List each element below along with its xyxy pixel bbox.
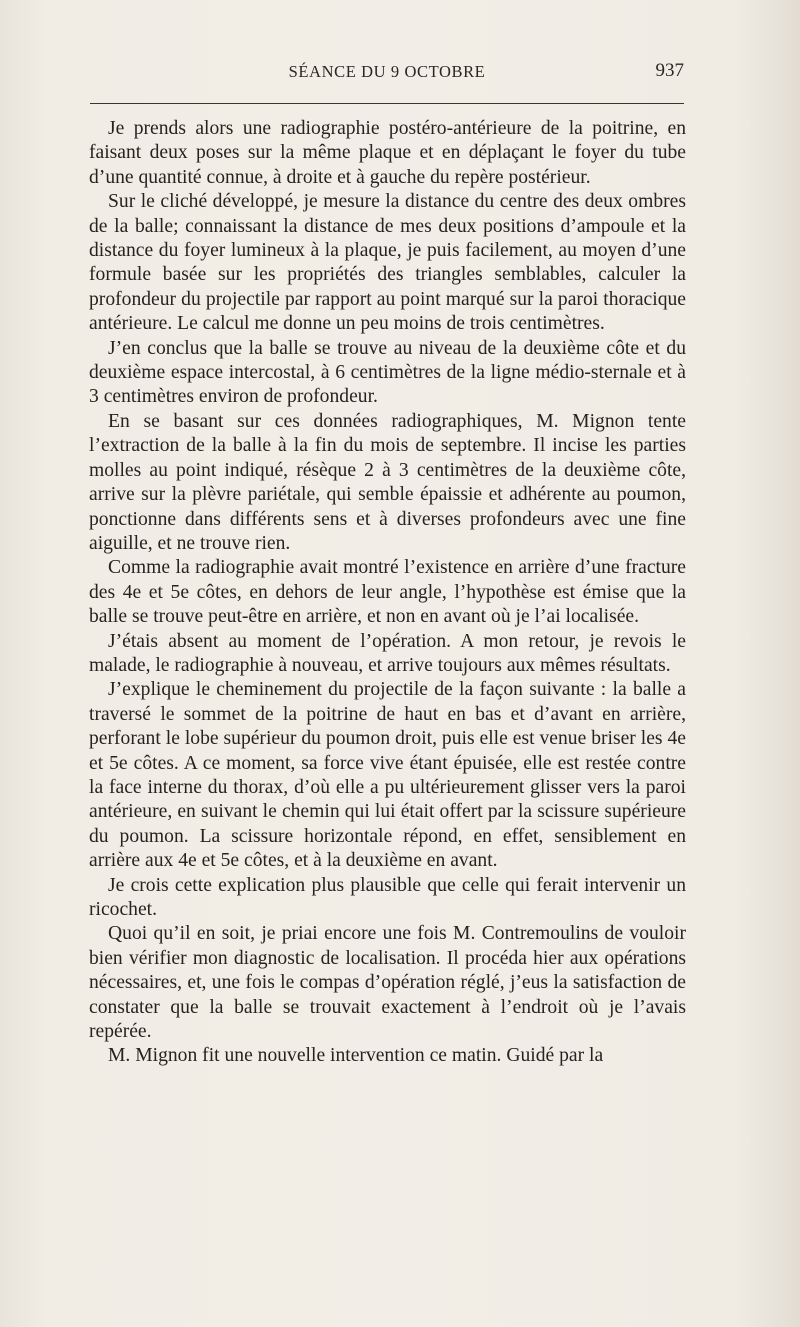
paragraph: Sur le cliché développé, je mesure la distance du centre des deux ombres de la balle; connaissant la distance de mes deux positions d’ampoule et la distance du foyer lumineux à la plaque, je puis facilement, au moyen d’une formule basée sur les propriétés des triangles semblables, calculer la profondeur du projectile par rapport au point marqué sur la paroi thoracique antérieure. Le calcul me donne un peu moins de trois centimètres. [89, 191, 686, 335]
paragraph: En se basant sur ces données radiographiques, M. Mignon tente l’extraction de la balle à la fin du mois de septembre. Il incise les parties molles au point indiqué, résèque 2 à 3 centimètres de la deuxième côte, arrive sur la plèvre pariétale, qui semble épaissie et adhérente au poumon, ponctionne dans différents sens et à diverses profondeurs avec une fine aiguille, et ne trouve rien. [89, 410, 686, 554]
paragraph: M. Mignon fit une nouvelle intervention ce matin. Guidé par la [108, 1045, 604, 1067]
running-title: SÉANCE DU 9 OCTOBRE [288, 62, 486, 81]
body-text [89, 117, 686, 1069]
paragraph: Je prends alors une radiographie postéro-antérieure de la poitrine, en faisant deux poses sur la même plaque et en déplaçant le foyer du tube d’une quantité connue, à droite et à gauche du repère postérieur. [89, 118, 686, 188]
header-rule [90, 103, 684, 104]
paragraph: J’explique le cheminement du projectile de la façon suivante : la balle a traversé le sommet de la poitrine de haut en bas et d’avant en arrière, perforant le lobe supérieur du poumon droit, puis elle est venue briser les 4e et 5e côtes. A ce moment, sa force vive étant épuisée, elle est restée contre la face interne du thorax, d’où elle a pu ultérieurement glisser vers la paroi antérieure, en suivant le chemin qui lui était offert par la scissure supérieure du poumon. La scissure horizontale répond, en effet, sensiblement en arrière aux 4e et 5e côtes, et à la deuxième en avant. [89, 679, 686, 872]
paragraph: J’étais absent au moment de l’opération. A mon retour, je revois le malade, le radiographie à nouveau, et arrive toujours aux mêmes résultats. [89, 630, 686, 676]
paragraph: Comme la radiographie avait montré l’existence en arrière d’une fracture des 4e et 5e côtes, en dehors de leur angle, l’hypothèse est émise que la balle se trouve peut-être en arrière, et non en avant où je l’ai localisée. [89, 557, 686, 628]
paragraph: J’en conclus que la balle se trouve au niveau de la deuxième côte et du deuxième espace intercostal, à 6 centimètres de la ligne médio-sternale et à 3 centimètres environ de profondeur. [89, 337, 686, 408]
paragraph: Quoi qu’il en soit, je priai encore une fois M. Contremoulins de vouloir bien vérifier mon diagnostic de localisation. Il procéda hier aux opérations nécessaires, et, une fois le compas d’opération réglé, j’eus la satisfaction de constater que la balle se trouvait exactement à l’endroit où je l’avais repérée. [89, 923, 686, 1043]
running-header [90, 62, 684, 92]
page-number: 937 [655, 60, 684, 81]
paragraph: Je crois cette explication plus plausible que celle qui ferait intervenir un ricochet. [89, 874, 686, 920]
